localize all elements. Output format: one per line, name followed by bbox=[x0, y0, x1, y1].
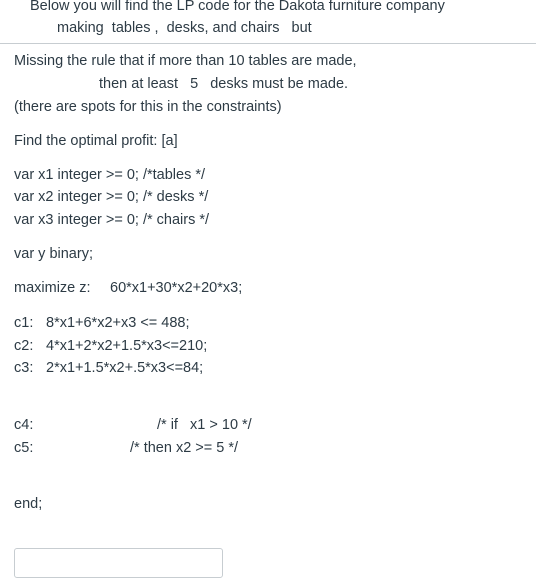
constraint-c2-label: c2: bbox=[14, 338, 34, 354]
var-y-declaration: var y binary; bbox=[14, 246, 93, 262]
constraint-c1-expression: 8*x1+6*x2+x3 <= 488; bbox=[46, 315, 190, 331]
intro-line-1: Below you will find the LP code for the Dakota furniture company bbox=[30, 0, 445, 14]
objective-expression: 60*x1+30*x2+20*x3; bbox=[110, 280, 243, 296]
var-x3-declaration: var x3 integer >= 0; /* chairs */ bbox=[14, 212, 210, 228]
constraint-hint: (there are spots for this in the constraints) bbox=[14, 99, 282, 115]
intro-line-2: making tables , desks, and chairs but bbox=[57, 20, 312, 36]
section-divider bbox=[0, 43, 536, 44]
answer-input[interactable] bbox=[14, 548, 223, 578]
objective-label: maximize z: bbox=[14, 280, 91, 296]
constraint-c2-expression: 4*x1+2*x2+1.5*x3<=210; bbox=[46, 338, 208, 354]
missing-rule-line-2: then at least 5 desks must be made. bbox=[99, 76, 349, 92]
missing-rule-line-1: Missing the rule that if more than 10 tables are made, bbox=[14, 53, 357, 69]
var-x1-declaration: var x1 integer >= 0; /*tables */ bbox=[14, 167, 206, 183]
constraint-c4-comment: /* if x1 > 10 */ bbox=[157, 417, 252, 433]
constraint-c5-label: c5: bbox=[14, 440, 34, 456]
var-x2-declaration: var x2 integer >= 0; /* desks */ bbox=[14, 189, 209, 205]
constraint-c4-label: c4: bbox=[14, 417, 34, 433]
constraint-c1-label: c1: bbox=[14, 315, 34, 331]
question-prompt: Find the optimal profit: [a] bbox=[14, 133, 178, 149]
constraint-c3-expression: 2*x1+1.5*x2+.5*x3<=84; bbox=[46, 360, 204, 376]
constraint-c5-comment: /* then x2 >= 5 */ bbox=[130, 440, 239, 456]
end-statement: end; bbox=[14, 496, 43, 512]
constraint-c3-label: c3: bbox=[14, 360, 34, 376]
